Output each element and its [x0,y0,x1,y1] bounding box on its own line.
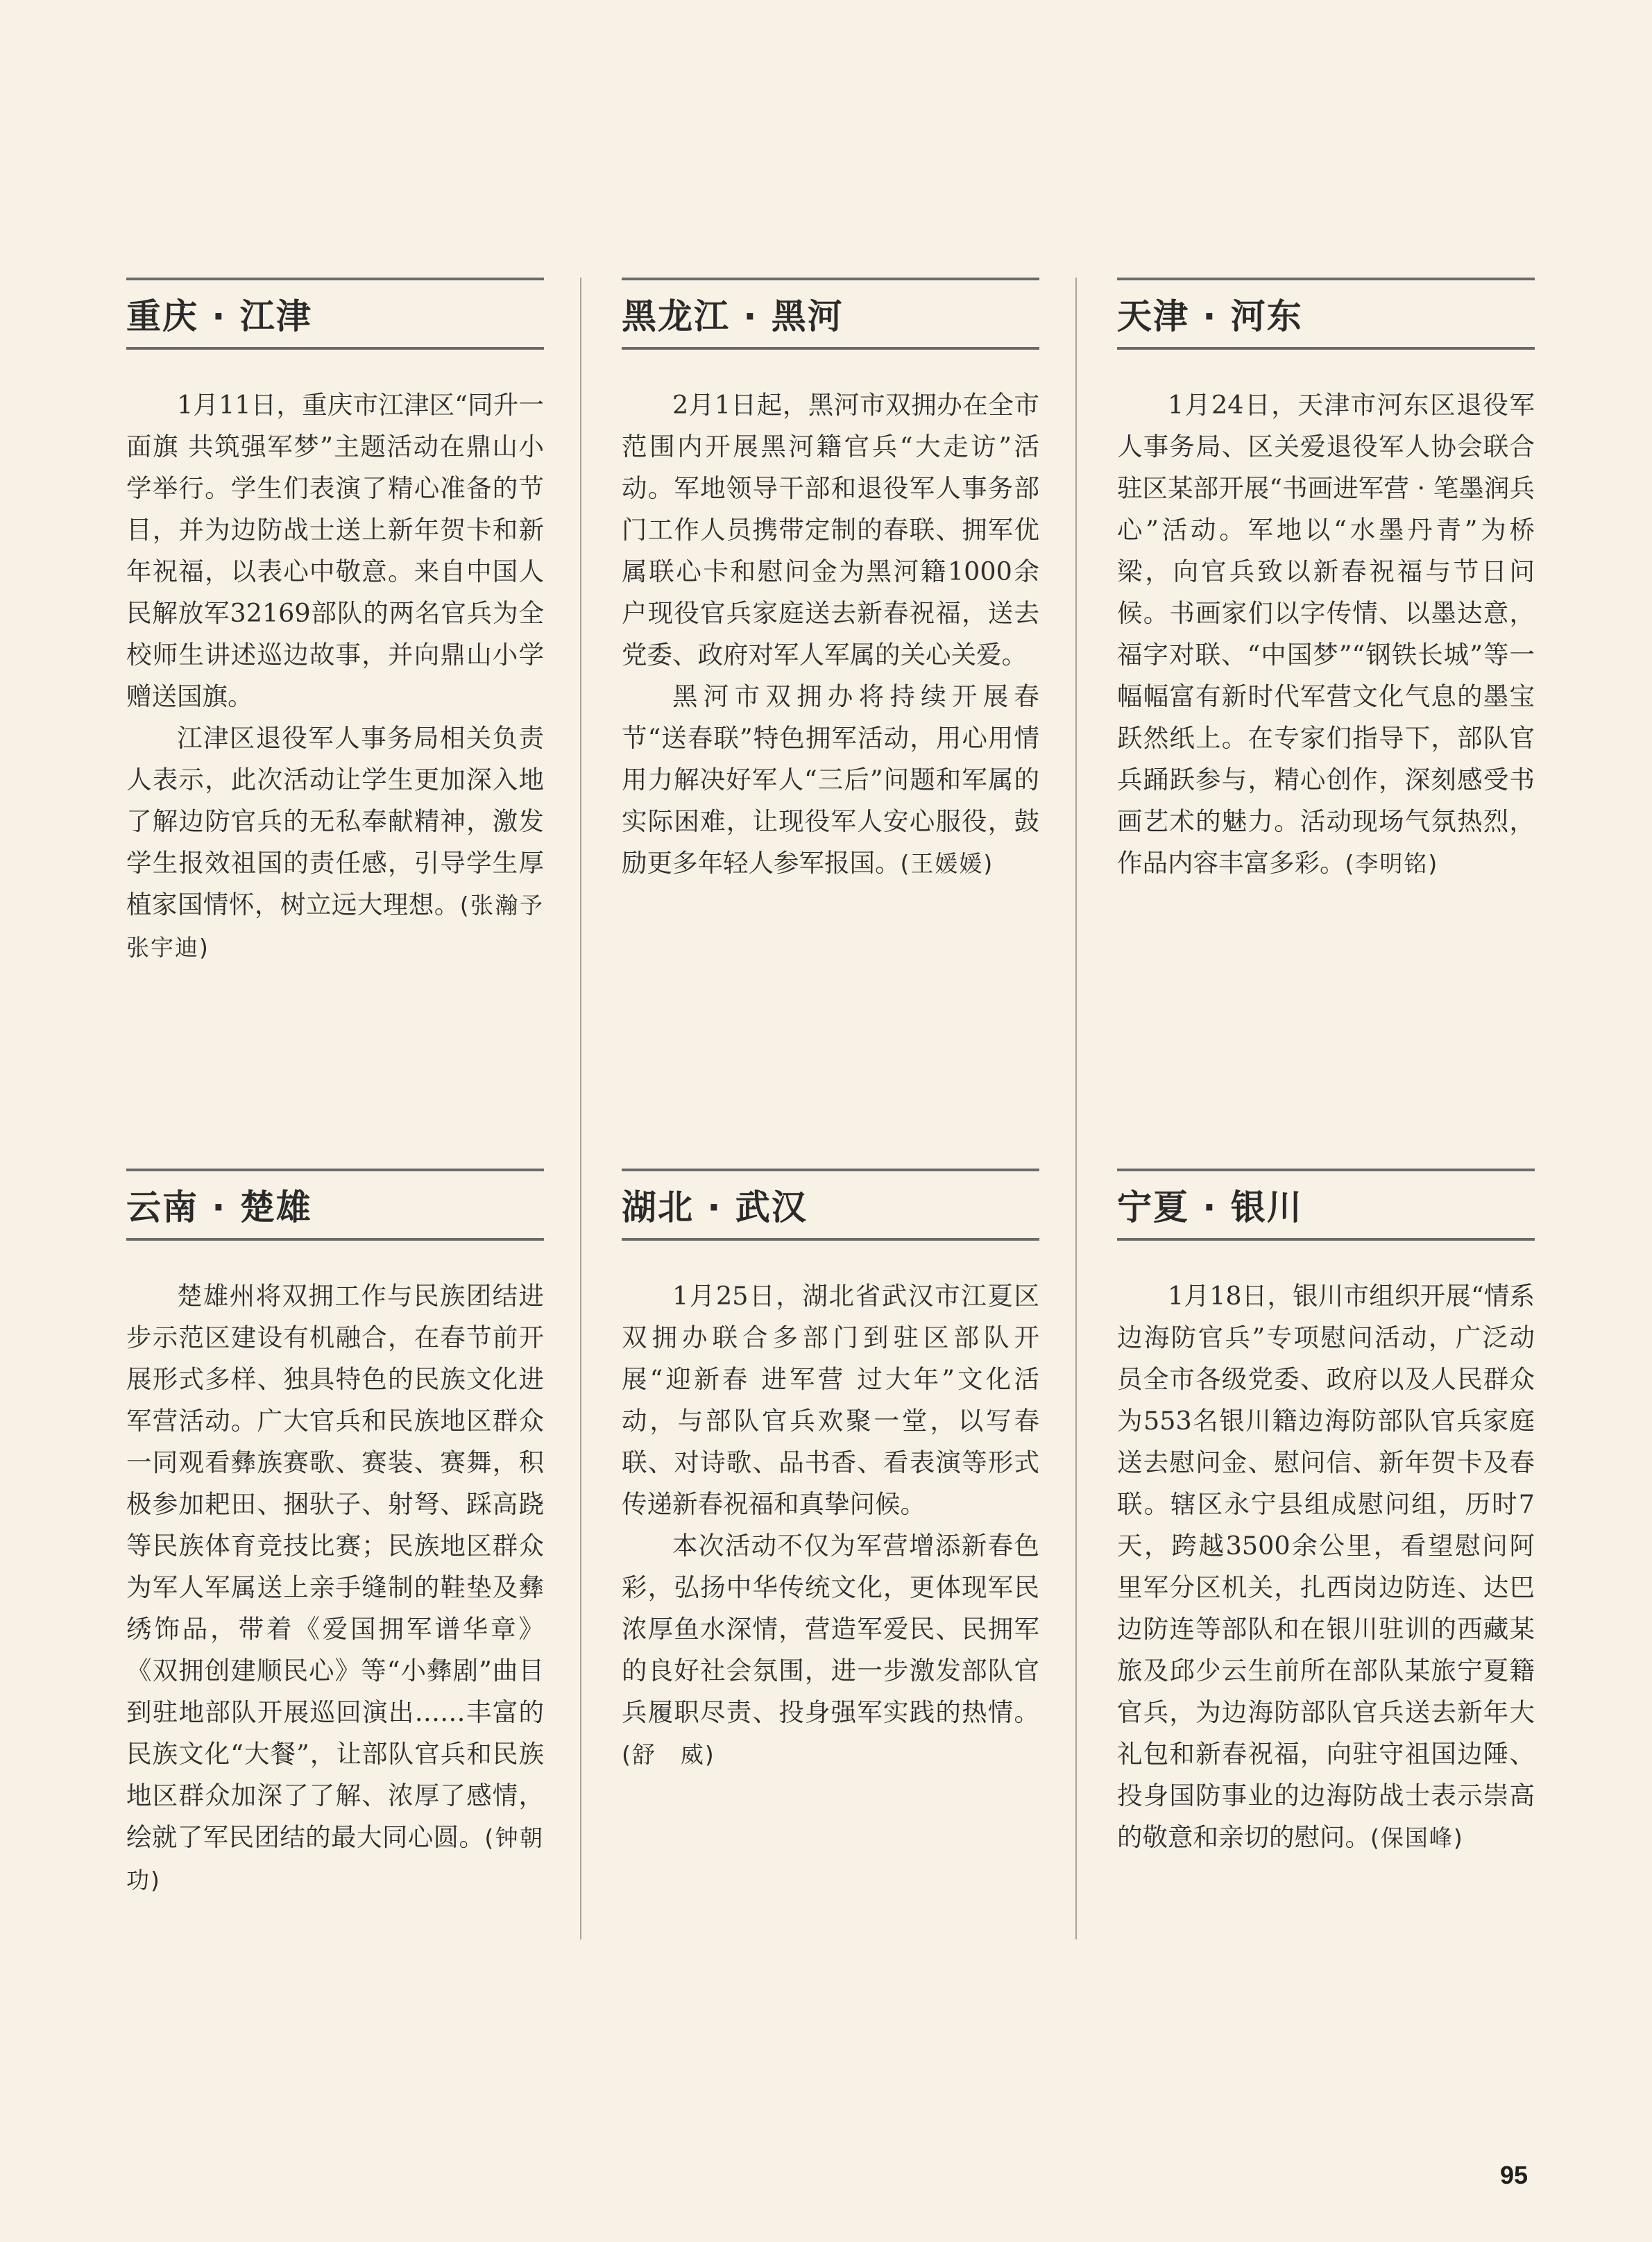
column-divider-2 [1075,278,1077,1939]
article-title: 天津 · 河东 [1117,296,1303,337]
article-header [622,278,1039,350]
article-title: 云南 · 楚雄 [126,1187,312,1228]
article-paragraph-text: 江津区退役军人事务局相关负责人表示，此次活动让学生更加深入地了解边防官兵的无私奉献精神，激发学生报效祖国的责任感，引导学生厚植家国情怀，树立远大理想。 [126,723,544,919]
article-paragraph: 2月1日起，黑河市双拥办在全市范围内开展黑河籍官兵“大走访”活动。军地领导干部和退役军人事务部门工作人员携带定制的春联、拥军优属联心卡和慰问金为黑河籍1000余户现役官兵家庭送去新春祝福，送去党委、政府对军人军属的关心关爱。 [622,390,1039,670]
article-paragraph-text: 1月24日，天津市河东区退役军人事务局、区关爱退役军人协会联合驻区某部开展“书画进军营 · 笔墨润兵心”活动。军地以“水墨丹青”为桥梁，向官兵致以新春祝福与节日问候。书画家们以字传情、以墨达意，福字对联、“中国梦”“钢铁长城”等一幅幅富有新时代军营文化气息的墨宝跃然纸上。在专家们指导下，部队官兵踊跃参与，精心创作，深刻感受书画艺术的魅力。活动现场气氛热烈，作品内容丰富多彩。 [1117,390,1535,878]
article-paragraph [126,717,569,969]
article-paragraph-text: 楚雄州将双拥工作与民族团结进步示范区建设有机融合，在春节前开展形式多样、独具特色的民族文化进军营活动。广大官兵和民族地区群众一同观看彝族赛歌、赛装、赛舞，积极参加耙田、捆驮子、射弩、踩高跷等民族体育竞技比赛；民族地区群众为军人军属送上亲手缝制的鞋垫及彝绣饰品，带着《爱国拥军谱华章》《双拥创建顺民心》等“小彝剧”曲目到驻地部队开展巡回演出……丰富的民族文化“大餐”，让部队官兵和民族地区群众加深了了解、浓厚了感情，绘就了军民团结的最大同心圆。 [126,1281,544,1852]
article-paragraph-text: 1月18日，银川市组织开展“情系边海防官兵”专项慰问活动，广泛动员全市各级党委、政府以及人民群众为553名银川籍边海防部队官兵家庭送去慰问金、慰问信、新年贺卡及春联。辖区永宁县组成慰问组，历时7天，跨越3500余公里，看望慰问阿里军分区机关，扎西岗边防连、达巴边防连等部队和在银川驻训的西藏某旅及邱少云生前所在部队某旅宁夏籍官兵，为边海防部队官兵送去新年大礼包和新春祝福，向驻守祖国边陲、投身国防事业的边海防战士表示崇高的敬意和亲切的慰问。 [1117,1281,1535,1852]
article-paragraph: 1月11日，重庆市江津区“同升一面旗 共筑强军梦”主题活动在鼎山小学举行。学生们表演了精心准备的节目，并为边防战士送上新年贺卡和新年祝福，以表心中敬意。来自中国人民解放军32169部队的两名官兵为全校师生讲述巡边故事，并向鼎山小学赠送国旗。 [126,390,544,711]
article-title: 湖北 · 武汉 [622,1187,808,1228]
article-hubei-wuhan [622,1169,1039,1776]
article-byline: (王媛媛) [900,850,994,877]
column-divider-1 [580,278,581,1939]
article-title: 重庆 · 江津 [126,296,312,337]
article-body [622,384,1039,885]
article-heilongjiang-heihe [622,278,1039,885]
article-chongqing-jiangjin [126,278,569,969]
article-title: 黑龙江 · 黑河 [622,296,844,337]
article-body [1117,384,1535,885]
article-body [622,1275,1039,1776]
article-byline: (舒 威) [622,1741,715,1768]
article-body [126,1275,544,1901]
article-paragraph [1117,384,1535,885]
article-paragraph [622,1525,1039,1776]
article-byline: (钟朝功) [126,1824,544,1894]
article-header [126,278,544,350]
page-number: 95 [1500,2161,1528,2189]
article-header [126,1169,544,1241]
article-paragraph: 1月25日，湖北省武汉市江夏区双拥办联合多部门到驻区部队开展“迎新春 进军营 过大年”文化活动，与部队官兵欢聚一堂，以写春联、对诗歌、品书香、看表演等形式传递新春祝福和真挚问候。 [622,1281,1039,1519]
article-paragraph [1117,1275,1535,1859]
article-paragraph [126,1275,544,1901]
article-body [126,384,569,969]
article-header [1117,1169,1535,1241]
article-byline: (张瀚予 张宇迪) [126,892,569,961]
article-byline: (李明铭) [1345,850,1439,877]
article-yunnan-chuxiong [126,1169,544,1901]
article-title: 宁夏 · 银川 [1117,1187,1303,1228]
article-header [1117,278,1535,350]
article-header [622,1169,1039,1241]
article-paragraph-text: 本次活动不仅为军营增添新春色彩，弘扬中华传统文化，更体现军民浓厚鱼水深情，营造军爱民、民拥军的良好社会氛围，进一步激发部队官兵履职尽责、投身强军实践的热情。 [622,1531,1039,1727]
article-byline: (保国峰) [1370,1824,1464,1851]
article-body [1117,1275,1535,1859]
article-ningxia-yinchuan [1117,1169,1535,1859]
article-paragraph [622,676,1039,885]
article-paragraph-text: 黑河市双拥办将持续开展春节“送春联”特色拥军活动，用心用情用力解决好军人“三后”问题和军属的实际困难，让现役军人安心服役，鼓励更多年轻人参军报国。 [622,681,1039,878]
article-tianjin-hedong [1117,278,1535,885]
